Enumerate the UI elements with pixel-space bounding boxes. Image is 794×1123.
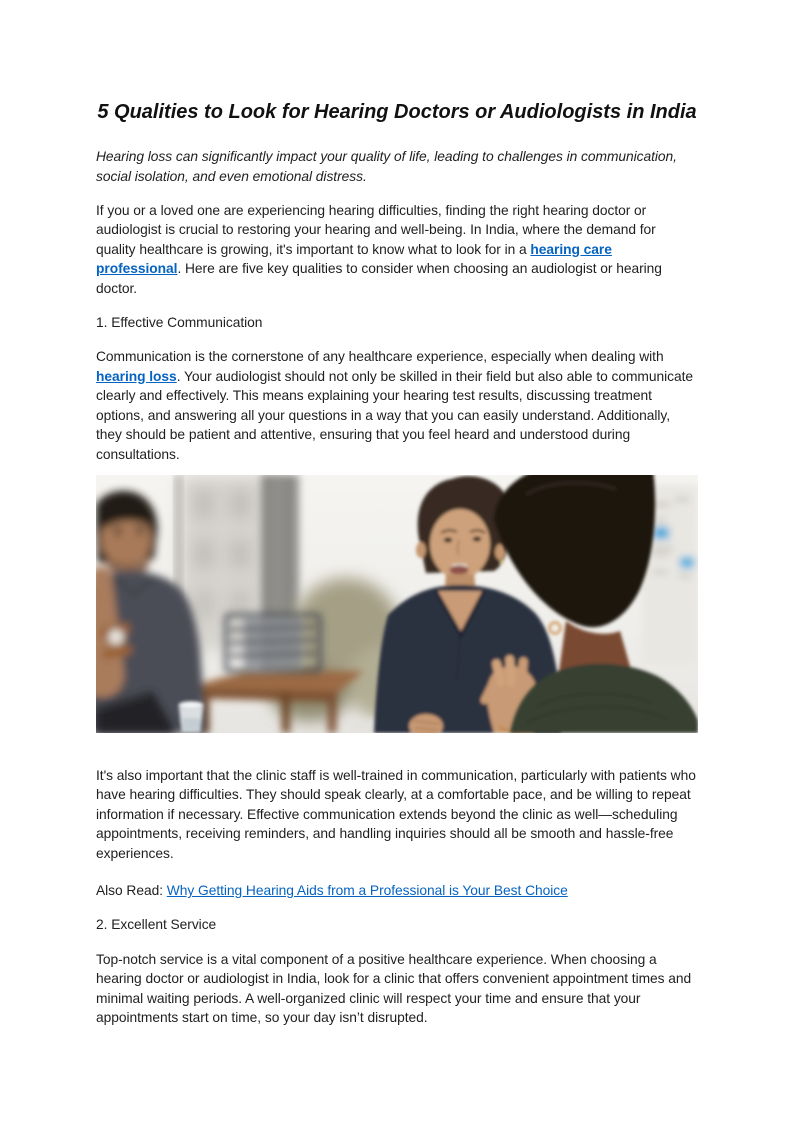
hearing-care-professional-link[interactable]: hearing care professional xyxy=(96,241,612,276)
paragraph-text: . Your audiologist should not only be skilled in their field but also able to communicate clearly and effectively. This means explaining your hearing test results, discussing treatment options, and answering all your questions in a way that you can easily understand. Additionally, they should be patient and attentive, ensuring that you feel heard and understood during consultations. xyxy=(96,368,694,462)
also-read-label: Also Read: xyxy=(96,883,167,898)
paragraph-text: . Here are five key qualities to consider when choosing an audiologist or hearing doctor. xyxy=(96,261,662,296)
also-read-link[interactable]: Why Getting Hearing Aids from a Professional is Your Best Choice xyxy=(166,883,568,898)
page-title: 5 Qualities to Look for Hearing Doctors or Audiologists in India xyxy=(97,101,697,123)
office-team-discussion-photo-graphic xyxy=(96,475,698,733)
intro-paragraph: Hearing loss can significantly impact your quality of life, leading to challenges in communication, social isolation, and even emotional distress. xyxy=(96,149,677,184)
heading-excellent-service: 2. Excellent Service xyxy=(96,917,217,932)
office-team-discussion-photo xyxy=(96,475,698,733)
hearing-loss-link[interactable]: hearing loss xyxy=(96,368,177,384)
paragraph-text: If you or a loved one are experiencing hearing difficulties, finding the right hearing doctor or audiologist is crucial to restoring your hearing and well-being. In India, where the demand for quality healthcare is growing, it's important to know what to look for in a xyxy=(96,202,656,257)
paragraph-finding-doctor xyxy=(96,201,698,299)
paragraph-service: Top-notch service is a vital component of a positive healthcare experience. When choosing a hearing doctor or audiologist in India, look for a clinic that offers convenient appointment times and minimal waiting periods. A well-organized clinic will respect your time and ensure that your appointments start on time, so your day isn’t disrupted. xyxy=(96,951,692,1025)
paragraph-clinic-staff: It's also important that the clinic staff is well-trained in communication, particularly with patients who have hearing difficulties. They should speak clearly, at a comfortable pace, and be willing to repeat information if necessary. Effective communication extends beyond the clinic as well—scheduling appointments, receiving reminders, and handling inquiries should all be smooth and hassle-free experiences. xyxy=(96,767,696,861)
heading-effective-communication: 1. Effective Communication xyxy=(96,314,263,330)
paragraph-communication xyxy=(96,347,698,464)
paragraph-text: Communication is the cornerstone of any healthcare experience, especially when dealing with xyxy=(96,349,664,364)
also-read-line xyxy=(96,881,698,901)
